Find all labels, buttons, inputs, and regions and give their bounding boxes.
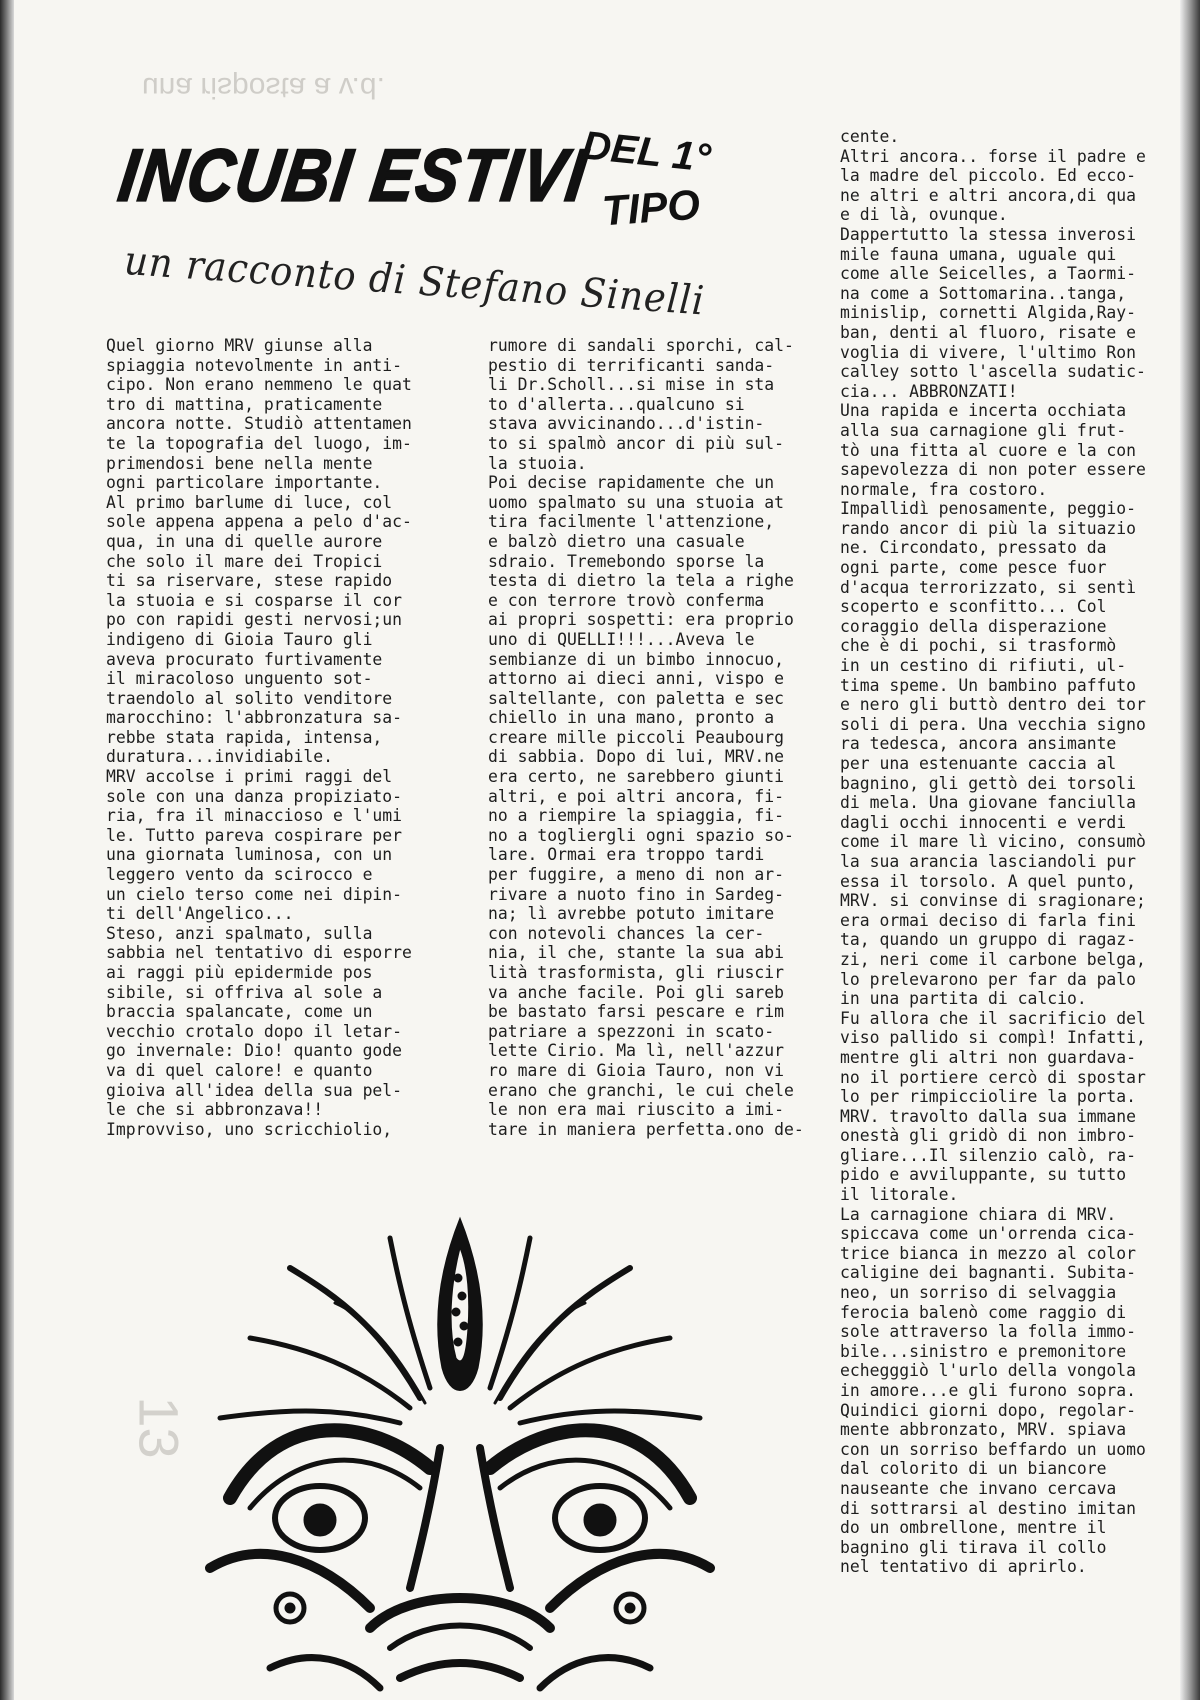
text-column-2: rumore di sandali sporchi, cal- pestio di terrificanti sanda- li Dr.Scholl...si mise in sta to d'allerta...qualcuno si stava avvicinando...d'istin- to si spalmò ancor di più sul- la stuoia. Poi decise rapidamente che un uomo spalmato su una stuoia at tira facilmente l'attenzione, e balzò dietro una casuale sdraio. Tremebondo sporse la testa di dietro la tela a righe e con terrore trovò conferma ai propri sospetti: era proprio uno di QUELLI!!!...Aveva le sembianze di un bimbo innocuo, attorno ai dieci anni, vispo e saltellante, con paletta e sec chiello in una mano, pronto a creare mille piccoli Peaubourg di sabbia. Dopo di lui, MRV.ne era certo, ne sarebbero giunti altri, e poi altri ancora, fi- no a riempire la spiaggia, fi- no a togliergli ogni spazio so- lare. Ormai era troppo tardi per fuggire, a meno di non ar- rivare a nuoto fino in Sardeg- na; lì avrebbe potuto imitare con notevoli chances la cer- nia, il che, stante la sua abi lità trasformista, gli riuscir va anche facile. Poi gli sareb be bastato farsi pescare e rim patriare a spezzoni in scato- lette Cirio. Ma lì, nell'azzur ro mare di Gioia Tauro, non vi erano che granchi, le cui chele le non era mai riuscito a imi- tare in maniera perfetta.ono de- (488, 336, 804, 1139)
page-left-edge (0, 0, 14, 1700)
text-column-3: cente. Altri ancora.. forse il padre e la madre del piccolo. Ed ecco- ne altri e altri ancora,di qua e di là, ovunque. Dappertutto la stessa inverosi mile fauna umana, uguale qui come alle Seicelles, a Taormi- na come a Sottomarina..tanga, minislip, cornetti Algida,Ray- ban, denti al fluoro, risate e voglia di vivere, l'ultimo Ron calley sotto l'ascella sudatic- cia... ABBRONZATI! Una rapida e incerta occhiata alla sua carnagione gli frut- tò una fitta al cuore e la con sapevolezza di non poter essere normale, fra costoro. Impallidì penosamente, peggio- rando ancor di più la situazio ne. Circondato, pressato da ogni parte, come pesce fuor d'acqua terrorizzato, si sentì scoperto e sconfitto... Col coraggio della disperazione che è di pochi, si trasformò in un cestino di rifiuti, ul- tima speme. Un bambino paffuto e nero gli buttò dentro dei tor soli di pera. Una vecchia signo ra tedesca, ancora ansimante per una estenuante caccia al bagnino, gli gettò dei torsoli di mela. Una giovane fanciulla dagli occhi innocenti e verdi come il mare lì vicino, consumò la sua arancia lasciandoli pur essa il torsolo. A quel punto, MRV. si convinse di sragionare; era ormai deciso di farla fini ta, quando un gruppo di ragaz- zi, neri come il carbone belga, lo prelevarono per far da palo in una partita di calcio. Fu allora che il sacrificio del viso pallido si compì! Infatti, mentre gli altri non guardava- no il portiere cercò di spostar lo per rimpicciolire la porta. MRV. travolto dalla sua immane onestà gli gridò di non imbro- gliare...Il silenzio calò, ra- pido e avviluppante, su tutto il litorale. La carnagione chiara di MRV. spiccava come un'orrenda cica- trice bianca in mezzo al color caligine dei bagnanti. Subita- neo, un sorriso di selvaggia ferocia balenò come raggio di sole attraverso la folla immo- bile...sinistro e premonitore echegggiò l'urlo della vongola in amore...e gli furono sopra. Quindici giorni dopo, regolar- mente abbronzato, MRV. spiava con un sorriso beffardo un uomo dal colorito di un biancore nauseante che invano cercava di sottrarsi al destino imitan do un ombrellone, mentre il bagnino gli tirava il collo nel tentativo di aprirlo. (840, 127, 1146, 1577)
article-byline: un racconto di Stefano Sinelli (122, 238, 707, 325)
title-tipo: TIPO (600, 180, 702, 235)
article-title (114, 123, 740, 338)
bleed-through-header: una risposta a v.d. (142, 71, 385, 104)
monster-face-illustration (170, 1208, 750, 1700)
title-main: INCUBI ESTIVI (114, 133, 593, 217)
text-column-1: Quel giorno MRV giunse alla spiaggia notevolmente in anti- cipo. Non erano nemmeno le quat tro di mattina, praticamente ancora notte. Studiò attentamen te la topografia del luogo, im- primendosi bene nella mente ogni particolare importante. Al primo barlume di luce, col sole appena appena a pelo d'ac- qua, in una di quelle aurore che solo il mare dei Tropici ti sa riservare, stese rapido la stuoia e si cosparse il cor po con rapidi gesti nervosi;un indigeno di Gioia Tauro gli aveva procurato furtivamente il miracoloso unguento sot- traendolo al solito venditore marocchino: l'abbronzatura sa- rebbe stata rapida, intensa, duratura...invidiabile. MRV accolse i primi raggi del sole con una danza propiziato- ria, fra il minaccioso e l'umi le. Tutto pareva cospirare per una giornata luminosa, con un leggero vento da scirocco e un cielo terso come nei dipin- ti dell'Angelico... Steso, anzi spalmato, sulla sabbia nel tentativo di esporre ai raggi più epidermide pos sibile, si offriva al sole a braccia spalancate, come un vecchio crotalo dopo il letar- go invernale: Dio! quanto gode va di quel calore! e quanto gioiva all'idea della sua pel- le che si abbronzava!! Improvviso, uno scricchiolio, (106, 336, 412, 1139)
page-right-edge (1180, 0, 1200, 1700)
page-number: 13 (127, 1396, 191, 1459)
title-del: DEL 1° (580, 123, 713, 181)
